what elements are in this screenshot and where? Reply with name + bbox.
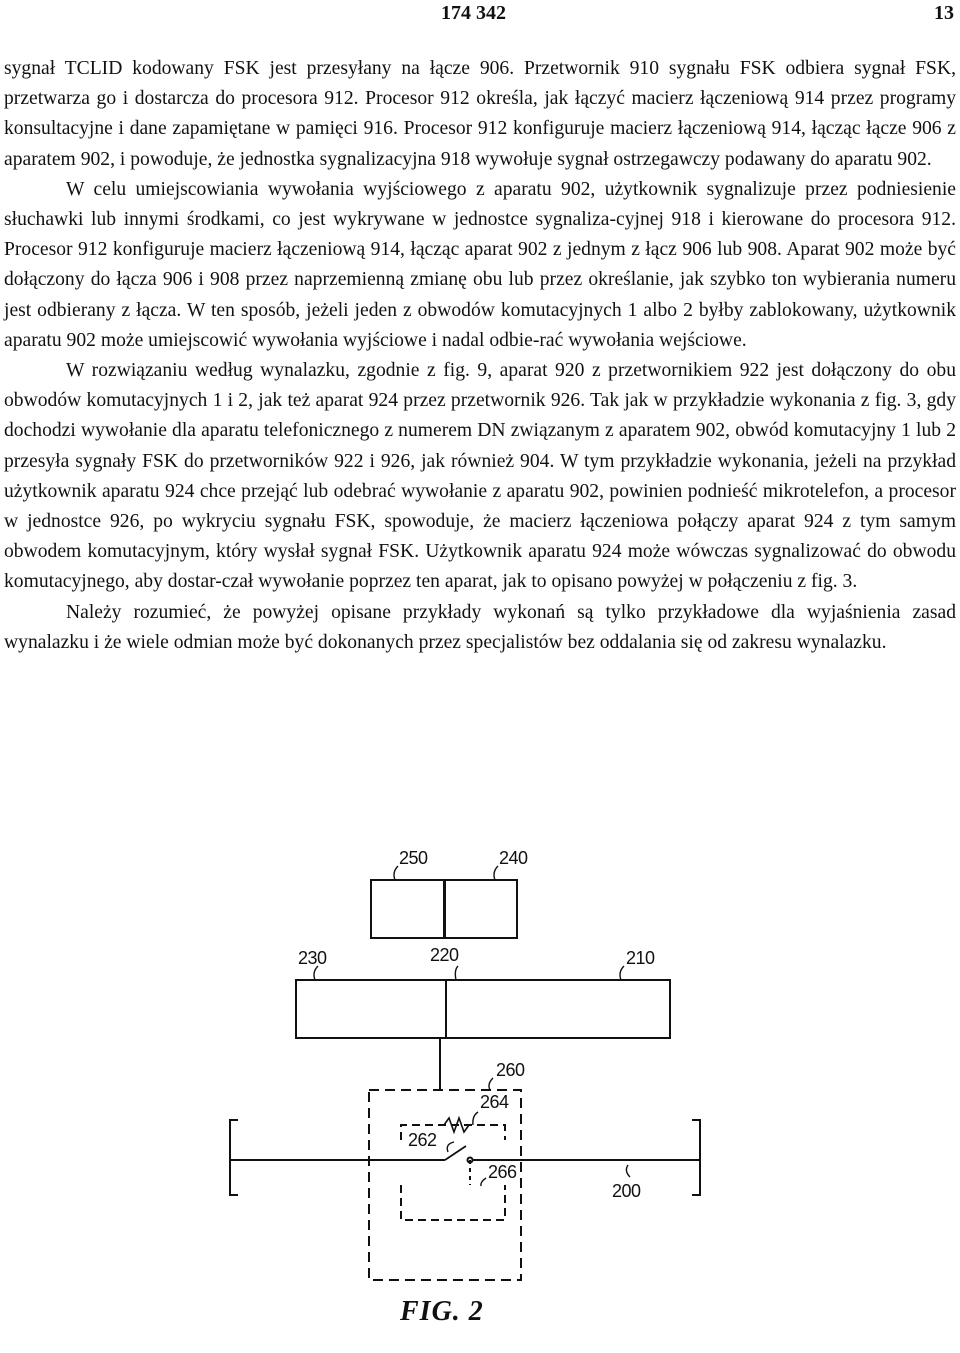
box-260 bbox=[369, 1090, 521, 1280]
page-number: 13 bbox=[934, 2, 954, 24]
right-bracket bbox=[692, 1120, 700, 1195]
leader-200 bbox=[626, 1165, 630, 1177]
switch-262 bbox=[445, 1146, 466, 1160]
left-bracket bbox=[230, 1120, 238, 1195]
figure-2-diagram bbox=[0, 840, 960, 1353]
patent-number: 174 342 bbox=[441, 2, 506, 24]
page-header bbox=[0, 2, 960, 32]
label-260: 260 bbox=[496, 1060, 525, 1080]
figure-2 bbox=[0, 840, 960, 1353]
label-262: 262 bbox=[408, 1130, 437, 1150]
label-240: 240 bbox=[499, 848, 528, 868]
paragraph-4: Należy rozumieć, że powyżej opisane przykłady wykonań są tylko przykładowe dla wyjaśnienia zasad wynalazku i że wiele odmian może być dokonanych przez specjalistów bez oddalania się od zakresu wynalazku. bbox=[4, 601, 956, 653]
leader-210 bbox=[620, 966, 624, 980]
label-220: 220 bbox=[430, 945, 459, 965]
box-250 bbox=[371, 880, 444, 938]
leader-260 bbox=[489, 1078, 493, 1090]
leader-220 bbox=[455, 966, 458, 980]
label-200: 200 bbox=[612, 1181, 641, 1201]
label-250: 250 bbox=[399, 848, 428, 868]
leader-240 bbox=[494, 866, 498, 880]
leader-262 bbox=[447, 1142, 454, 1152]
body-text bbox=[4, 54, 956, 658]
leader-266 bbox=[481, 1178, 486, 1186]
loop-266 bbox=[401, 1185, 505, 1220]
label-210: 210 bbox=[626, 948, 655, 968]
box-240 bbox=[445, 880, 517, 938]
box-210 bbox=[446, 980, 670, 1038]
paragraph-2: W celu umiejscowiania wywołania wyjściowego z aparatu 902, użytkownik sygnalizuje przez podniesienie słuchawki lub innymi środkami, co jest wykrywane w jednostce sygnaliza-cyjnej 918 i kierowane do procesora 912. Procesor 912 konfiguruje macierz łączeniową 914, łącząc aparat 902 z jednym z łącz 906 lub 908. Aparat 902 może być dołączony do łącza 906 i 908 przez naprzemienną zmianę obu lub przez określanie, jak szybko ton wybierania numeru jest odbierany z łącza. W ten sposób, jeżeli jeden z obwodów komutacyjnych 1 albo 2 byłby zablokowany, użytkownik aparatu 902 może umiejscowić wywołania wyjściowe i nadal odbie-rać wywołania wejściowe. bbox=[4, 178, 956, 351]
box-230 bbox=[296, 980, 446, 1038]
leader-264 bbox=[473, 1112, 478, 1125]
leader-230 bbox=[314, 966, 318, 980]
label-230: 230 bbox=[298, 948, 327, 968]
figure-caption: FIG. 2 bbox=[400, 1296, 484, 1327]
label-264: 264 bbox=[480, 1092, 509, 1112]
paragraph-3: W rozwiązaniu według wynalazku, zgodnie z fig. 9, aparat 920 z przetwornikiem 922 jest dołączony do obu obwodów komutacyjnych 1 i 2, jak też aparat 924 przez przetwornik 926. Tak jak w przykładzie wykonania z fig. 3, gdy dochodzi wywołanie dla aparatu telefonicznego z numerem DN związanym z aparatem 902, obwód komutacyjny 1 lub 2 przesyła sygnały FSK do przetworników 922 i 926, jak również 904. W tym przykładzie wykonania, jeżeli na przykład użytkownik aparatu 924 chce przejąć lub odebrać wywołanie z aparatu 902, powinien podnieść mikrotelefon, a procesor w jednostce 926, po wykryciu sygnału FSK, spowoduje, że macierz łączeniowa połączy aparat 924 z tym samym obwodem komutacyjnym, który wysłał sygnał FSK. Użytkownik aparatu 924 może wówczas sygnalizować do obwodu komutacyjnego, aby dostar-czał wywołanie poprzez ten aparat, jak to opisano powyżej w połączeniu z fig. 3. bbox=[4, 360, 956, 593]
paragraph-1: sygnał TCLID kodowany FSK jest przesyłany na łącze 906. Przetwornik 910 sygnału FSK odbiera sygnał FSK, przetwarza go i dostarcza do procesora 912. Procesor 912 określa, jak łączyć macierz łączeniową 914 przez programy konsultacyjne i dane zapamiętane w pamięci 916. Procesor 912 konfiguruje macierz łączeniową 914, łącząc łącze 906 z aparatem 902, i powoduje, że jednostka sygnalizacyjna 918 wywołuje sygnał ostrzegawczy podawany do aparatu 902. bbox=[4, 58, 956, 170]
label-266: 266 bbox=[488, 1162, 517, 1182]
leader-250 bbox=[394, 866, 398, 880]
